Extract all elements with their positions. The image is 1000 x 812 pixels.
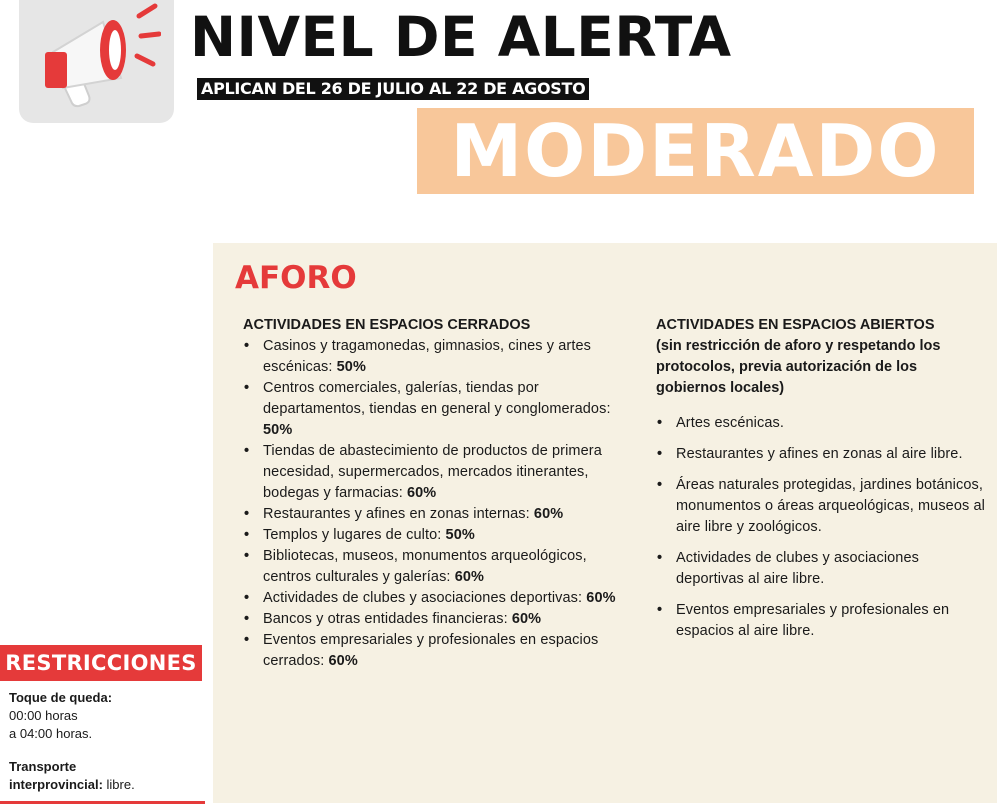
curfew-start: 00:00 horas	[9, 708, 78, 723]
open-spaces-heading: ACTIVIDADES EN ESPACIOS ABIERTOS	[656, 317, 935, 333]
page-title: NIVEL DE ALERTA	[190, 5, 732, 69]
item-text: Eventos empresariales y profesionales en espacios cerrados:	[263, 632, 599, 669]
curfew-end: a 04:00 horas.	[9, 726, 93, 741]
capacity-percent: 50%	[336, 359, 366, 375]
list-item: • Actividades de clubes y asociaciones deportivas al aire libre.	[656, 548, 986, 590]
item-text: Templos y lugares de culto:	[263, 527, 446, 543]
capacity-percent: 60%	[328, 653, 358, 669]
list-item	[243, 546, 628, 588]
item-text: Actividades de clubes y asociaciones deportivas:	[263, 590, 587, 606]
item-text: Restaurantes y afines en zonas internas:	[263, 506, 534, 522]
item-text: Centros comerciales, galerías, tiendas por departamentos, tiendas en general y conglomerados:	[263, 380, 611, 417]
capacity-percent: 50%	[445, 527, 475, 543]
capacity-percent: 60%	[406, 485, 437, 501]
open-spaces-list	[656, 413, 986, 642]
capacity-percent: 60%	[586, 590, 616, 606]
capacity-percent: 60%	[454, 569, 485, 585]
alert-level-banner	[417, 108, 974, 194]
aforo-heading: AFORO	[235, 260, 357, 296]
curfew-label: Toque de queda:	[9, 690, 113, 705]
date-range-bar: APLICAN DEL 26 DE JULIO AL 22 DE AGOSTO	[197, 78, 589, 100]
list-item	[243, 630, 628, 672]
divider-line	[0, 801, 205, 804]
alert-level-text: MODERADO	[450, 109, 941, 193]
transport-info	[9, 758, 209, 794]
transport-label-line1: Transporte	[9, 759, 77, 774]
list-item: • Restaurantes y afines en zonas al aire libre.	[656, 444, 986, 465]
closed-spaces-column	[243, 315, 628, 672]
list-item: • Áreas naturales protegidas, jardines botánicos, monumentos o áreas arqueológicas, museos al aire libre y zoológicos.	[656, 475, 986, 538]
item-text: Casinos y tragamonedas, gimnasios, cines y artes escénicas:	[263, 338, 591, 375]
list-item: • Eventos empresariales y profesionales en espacios al aire libre.	[656, 600, 986, 642]
transport-value: libre.	[102, 777, 135, 792]
item-text: Bibliotecas, museos, monumentos arqueológicos, centros culturales y galerías:	[263, 548, 587, 585]
restricciones-heading: RESTRICCIONES	[0, 645, 202, 681]
list-item	[243, 504, 628, 525]
closed-spaces-list	[243, 336, 628, 672]
list-item	[243, 378, 628, 441]
open-spaces-column	[656, 315, 986, 652]
list-item	[243, 441, 628, 504]
list-item: • Artes escénicas.	[656, 413, 986, 434]
transport-label-line2: interprovincial:	[9, 777, 103, 792]
megaphone-icon	[33, 2, 161, 110]
item-text: Bancos y otras entidades financieras:	[263, 611, 512, 627]
capacity-percent: 60%	[533, 506, 564, 522]
closed-spaces-heading: ACTIVIDADES EN ESPACIOS CERRADOS	[243, 317, 531, 333]
list-item	[243, 588, 628, 609]
capacity-percent: 50%	[263, 422, 293, 438]
list-item	[243, 336, 628, 378]
item-text: Tiendas de abastecimiento de productos de primera necesidad, supermercados, mercados itinerantes, bodegas y farmacias:	[263, 443, 602, 501]
megaphone-icon-box	[19, 0, 174, 123]
curfew-info	[9, 689, 209, 743]
capacity-percent: 60%	[511, 611, 542, 627]
list-item	[243, 609, 628, 630]
list-item	[243, 525, 628, 546]
open-spaces-note: (sin restricción de aforo y respetando los protocolos, previa autorización de los gobiernos locales)	[656, 338, 941, 396]
